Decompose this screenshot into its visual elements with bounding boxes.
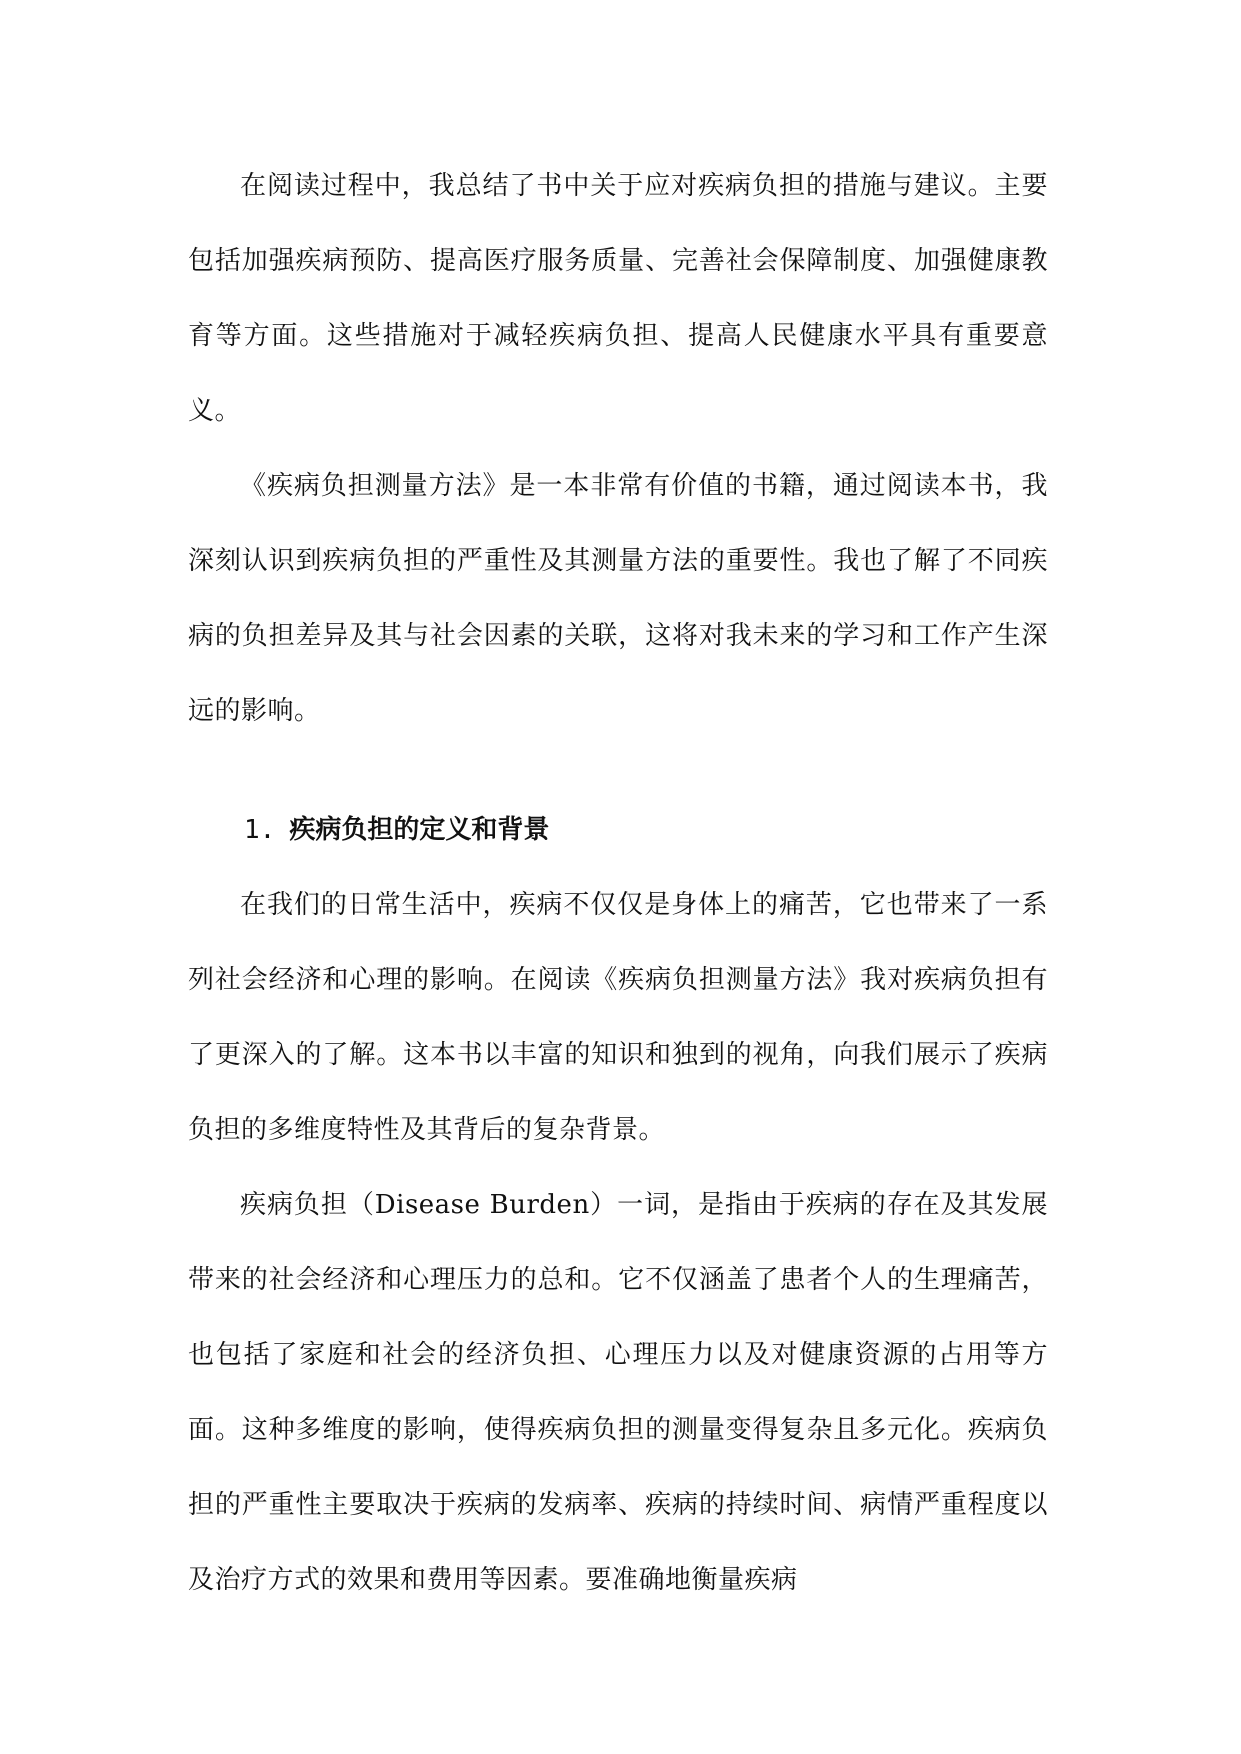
paragraph-book-reflection: 《疾病负担测量方法》是一本非常有价值的书籍，通过阅读本书，我深刻认识到疾病负担的严重性及其测量方法的重要性。我也了解了不同疾病的负担差异及其与社会因素的关联，这将对我未来的学习和工作产生深远的影响。 xyxy=(188,471,1048,726)
paragraph-daily-life: 在我们的日常生活中，疾病不仅仅是身体上的痛苦，它也带来了一系列社会经济和心理的影响。在阅读《疾病负担测量方法》我对疾病负担有了更深入的了解。这本书以丰富的知识和独到的视角，向我们展示了疾病负担的多维度特性及其背后的复杂背景。 xyxy=(188,890,1048,1145)
document-body xyxy=(188,149,1048,1618)
paragraph-measures-summary: 在阅读过程中，我总结了书中关于应对疾病负担的措施与建议。主要包括加强疾病预防、提高医疗服务质量、完善社会保障制度、加强健康教育等方面。这些措施对于减轻疾病负担、提高人民健康水平具有重要意义。 xyxy=(188,171,1048,426)
section-title: 疾病负担的定义和背景 xyxy=(289,815,550,845)
paragraph-definition: 疾病负担（Disease Burden）一词，是指由于疾病的存在及其发展带来的社会经济和心理压力的总和。它不仅涵盖了患者个人的生理痛苦，也包括了家庭和社会的经济负担、心理压力以及对健康资源的占用等方面。这种多维度的影响，使得疾病负担的测量变得复杂且多元化。疾病负担的严重性主要取决于疾病的发病率、疾病的持续时间、病情严重程度以及治疗方式的效果和费用等因素。要准确地衡量疾病 xyxy=(188,1190,1048,1595)
section-number: 1. xyxy=(244,815,276,845)
section-heading xyxy=(188,793,1048,868)
